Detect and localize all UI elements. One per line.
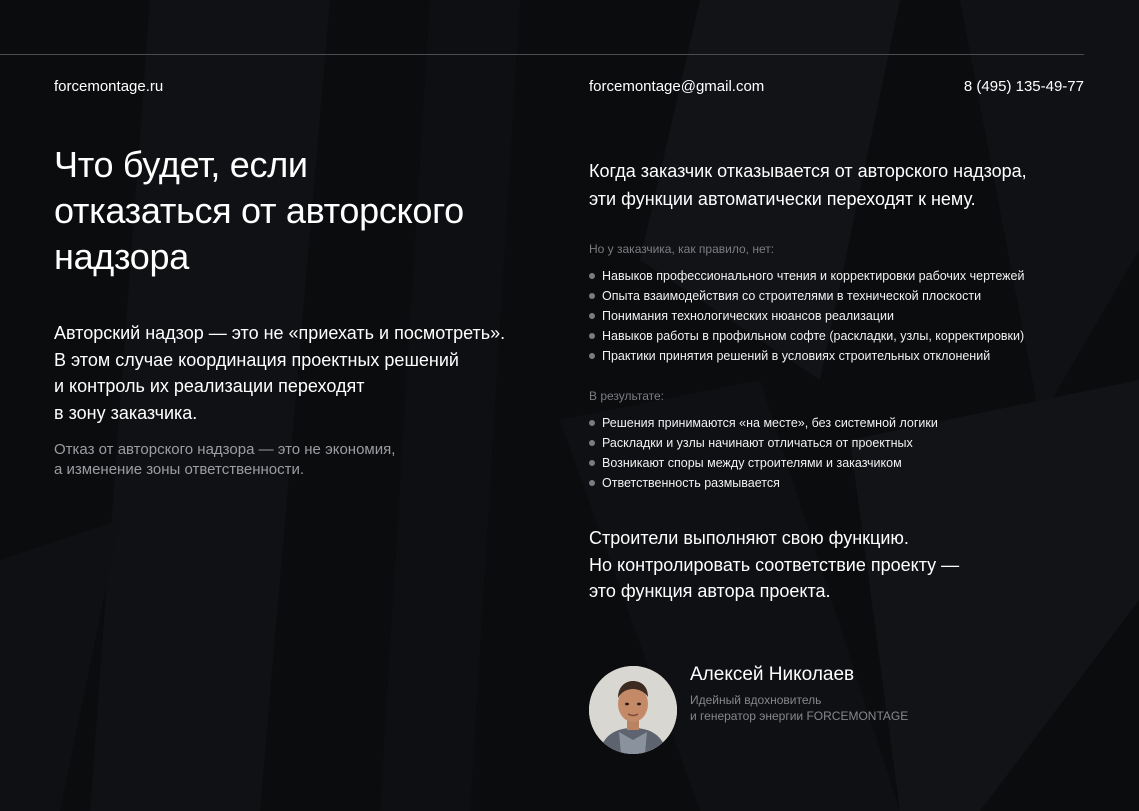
lead-line: и контроль их реализации переходят: [54, 376, 365, 396]
outro-line: Но контролировать соответствие проекту —: [589, 554, 960, 575]
note-paragraph: [54, 440, 554, 480]
bullet-icon: [589, 333, 595, 339]
list-item-text: Ответственность размывается: [602, 476, 780, 490]
bullet-icon: [589, 353, 595, 359]
outro-line: Строители выполняют свою функцию.: [589, 528, 909, 548]
email-link[interactable]: forcemontage@gmail.com: [589, 78, 765, 95]
bullet-icon: [589, 313, 595, 319]
avatar: [589, 666, 677, 754]
note-line: Отказ от авторского надзора — это не экономия,: [54, 441, 396, 458]
title-line: надзора: [54, 236, 189, 277]
author-name: Алексей Николаев: [690, 664, 855, 685]
list-item: [589, 266, 1109, 286]
list-item: [589, 306, 1109, 326]
person-photo-icon: [589, 666, 677, 754]
lead-line: Авторский надзор — это не «приехать и посмотреть».: [54, 323, 506, 343]
outro-line: это функция автора проекта.: [589, 581, 831, 601]
outro-paragraph: [589, 525, 1109, 605]
bullet-icon: [589, 460, 595, 466]
top-divider: [0, 54, 1084, 55]
bullet-icon: [589, 420, 595, 426]
author-role-line: и генератор энергии FORCEMONTAGE: [690, 709, 909, 723]
lacks-list: [589, 266, 1109, 366]
list-item: [589, 413, 1109, 433]
site-link[interactable]: forcemontage.ru: [54, 78, 164, 95]
list-item-text: Опыта взаимодействия со строителями в технической плоскости: [602, 289, 982, 303]
lacks-caption: Но у заказчика, как правило, нет:: [589, 242, 775, 256]
note-line: а изменение зоны ответственности.: [54, 461, 305, 478]
list-item: [589, 286, 1109, 306]
left-column: [54, 142, 554, 480]
bullet-icon: [589, 293, 595, 299]
list-item: [589, 346, 1109, 366]
phone-link[interactable]: 8 (495) 135-49-77: [963, 78, 1084, 95]
list-item-text: Понимания технологических нюансов реализации: [602, 309, 894, 323]
bullet-icon: [589, 480, 595, 486]
lead-line: в зону заказчика.: [54, 402, 198, 423]
result-caption: В результате:: [589, 389, 664, 403]
title-line: отказаться от авторского: [54, 190, 464, 231]
lead-line: В этом случае координация проектных решений: [54, 349, 459, 370]
list-item-text: Раскладки и узлы начинают отличаться от проектных: [602, 436, 913, 450]
list-item: [589, 473, 1109, 493]
intro-line: эти функции автоматически переходят к нему.: [589, 189, 976, 209]
list-item: [589, 433, 1109, 453]
list-item: [589, 453, 1109, 473]
intro-line: Когда заказчик отказывается от авторского надзора,: [589, 161, 1027, 181]
list-item-text: Навыков профессионального чтения и корректировки рабочих чертежей: [602, 269, 1025, 283]
results-list: [589, 413, 1109, 493]
list-item-text: Возникают споры между строителями и заказчиком: [602, 456, 902, 470]
page-title: [54, 142, 554, 280]
author-role-line: Идейный вдохновитель: [690, 693, 822, 707]
author-role: [690, 692, 950, 724]
title-line: Что будет, если: [54, 144, 308, 185]
list-item: [589, 326, 1109, 346]
list-item-text: Практики принятия решений в условиях строительных отклонений: [602, 349, 991, 363]
lead-paragraph: [54, 320, 554, 426]
bullet-icon: [589, 440, 595, 446]
right-column: [589, 157, 1109, 605]
list-item-text: Навыков работы в профильном софте (раскладки, узлы, корректировки): [602, 329, 1025, 343]
intro-paragraph: [589, 157, 1109, 213]
bullet-icon: [589, 273, 595, 279]
list-item-text: Решения принимаются «на месте», без системной логики: [602, 416, 938, 430]
